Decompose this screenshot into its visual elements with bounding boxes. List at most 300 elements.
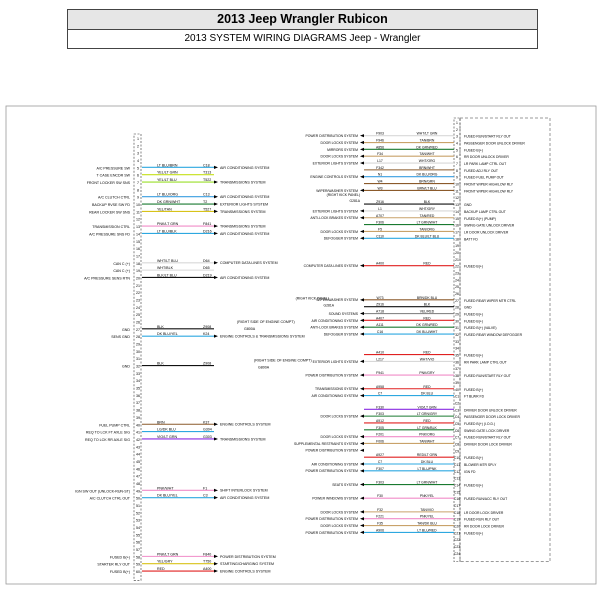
right-pin-number: 9 — [456, 175, 458, 180]
right-circuit-id: F34 — [377, 152, 383, 157]
left-destination: ENGINE CONTROLS & TRANSMISSIONS SYSTEM — [220, 334, 305, 339]
right-source: AIR CONDITIONING SYSTEM — [311, 462, 358, 467]
right-pin-label: FUSED RUN RLY OUT — [464, 517, 500, 522]
right-source: AIR CONDITIONING SYSTEM — [311, 394, 358, 398]
right-source: POWER DISTRIBUTION SYSTEM — [305, 134, 358, 139]
left-pin-label: GND — [122, 327, 130, 332]
wire-arrow — [360, 155, 364, 158]
right-wire-color: TAN/DK BLU — [417, 521, 437, 526]
left-pin-number: 57 — [136, 548, 140, 553]
left-pin-label: A/C PRESSURE SENS RTN — [84, 276, 130, 281]
right-source: ANTI-LOCK BRAKES SYSTEM — [310, 325, 358, 330]
left-circuit-id: Z908 — [203, 361, 212, 366]
right-pin-label: LR DOOR UNLOCK DRIVER — [464, 230, 509, 235]
left-pin-number: 20 — [136, 276, 140, 281]
right-pin-label: DRIVER DOOR UNLOCK DRIVER — [464, 408, 517, 413]
left-pin-number: 44 — [136, 452, 140, 457]
left-pin-number: 7 — [137, 181, 139, 186]
right-pin-number: 28 — [455, 305, 459, 310]
left-pin-label: FUEL PUMP CTRL — [99, 423, 130, 428]
left-destination: TRANSMISSIONS SYSTEM — [220, 224, 266, 229]
ground-id: G800A — [244, 326, 256, 331]
left-pin-number: 13 — [136, 225, 140, 230]
left-pin-label: CAN C (+) — [113, 261, 130, 266]
right-source: POWER WINDOWS SYSTEM — [312, 496, 358, 501]
right-wire-color: DK BLU — [420, 391, 434, 396]
right-pin-label: FUSED ADJ RLY OUT — [464, 168, 498, 173]
right-circuit-id: W4 — [377, 179, 383, 184]
left-wire-color: YEL/LT GRN — [157, 170, 178, 175]
right-pin-label: FUSED B(+) (PUMP) — [464, 216, 496, 221]
right-circuit-id: F32 — [377, 507, 383, 512]
wire-arrow — [360, 237, 364, 240]
right-pin-number: C5 — [454, 421, 460, 426]
left-pin-number: 2 — [137, 144, 139, 149]
left-wire-color: PNK/WHT — [157, 486, 174, 491]
wire-arrow — [214, 555, 218, 558]
right-source: SEATS SYSTEM — [332, 482, 358, 487]
right-circuit-id: A407 — [376, 316, 384, 321]
right-circuit-id: L1 — [378, 206, 382, 211]
right-source: POWER DISTRIBUTION SYSTEM — [305, 448, 358, 453]
left-pin-number: 1 — [137, 137, 139, 141]
left-pin-number: 59 — [136, 562, 140, 567]
right-circuit-id: F307 — [376, 466, 384, 471]
left-wire-color: DK BLU/YEL — [157, 493, 178, 498]
left-pin-number: 27 — [136, 327, 140, 332]
left-pin-number: 32 — [136, 364, 140, 369]
left-destination: STARTING/CHARGING SYSTEM — [220, 562, 274, 567]
left-wire-color: LT BLU/BLK — [157, 229, 177, 234]
right-pin-label: GND — [464, 305, 472, 310]
left-pin-number: 60 — [136, 570, 140, 575]
wire-arrow — [360, 531, 364, 534]
wire-arrow — [214, 335, 218, 338]
right-pin-label: FUSED RUN/ACC RLY OUT — [464, 497, 508, 502]
left-destination: AIR CONDITIONING SYSTEM — [220, 496, 270, 501]
right-source: DOOR LOCKS SYSTEM — [320, 523, 358, 528]
left-pin-label: IGN SW OUT (UNLOCK-RUN-ST) — [75, 489, 130, 494]
right-source: WIPER/WASHER SYSTEM — [316, 298, 358, 303]
left-wire-color: YEL/GRY — [157, 559, 173, 564]
right-pin-number: C9 — [454, 449, 460, 454]
left-pin-number: 35 — [136, 386, 140, 391]
right-pin-number: 26 — [455, 292, 459, 296]
right-wire-color: PNK/YEL — [419, 514, 435, 519]
right-pin-number: 23 — [455, 271, 459, 276]
left-pin-number: 54 — [136, 526, 140, 531]
right-source: SUPPLEMENTAL RESTRAINTS SYSTEM — [293, 441, 358, 446]
right-wire-color: DK BLU/ORG — [416, 172, 438, 177]
right-pin-number: C18 — [453, 510, 461, 515]
wire-arrow — [214, 276, 218, 279]
right-wire-color: DK BLU — [420, 460, 434, 464]
right-pin-label: DRIVER DOOR LOCK DRIVER — [464, 442, 512, 447]
right-circuit-id: A410 — [376, 350, 384, 355]
wire-arrow — [360, 394, 364, 397]
right-wire-color: LT GRN/WHT — [416, 480, 438, 485]
left-wire-color: BLK — [157, 361, 164, 366]
left-pin-number: 26 — [136, 320, 140, 325]
right-pin-number: C6 — [454, 428, 460, 433]
right-source: TRANSMISSIONS SYSTEM — [315, 387, 358, 392]
right-pin-label: FUSED REAR WINDOW DEFOGGER — [464, 333, 523, 338]
right-pin-label: FUSED B(+) — [464, 387, 483, 392]
right-pin-number: C8 — [454, 442, 460, 447]
right-circuit-id: F303 — [376, 480, 384, 485]
left-pin-label: REAR LOCKER SW SNS — [89, 210, 130, 215]
right-wire-color: PNK/YEL — [419, 494, 435, 499]
right-pin-number: C1 — [454, 394, 460, 399]
left-pin-number: 43 — [136, 445, 140, 450]
left-pin-number: 8 — [137, 188, 139, 193]
right-pin-label: FUSED B(+) (I.O.D.) — [464, 421, 495, 426]
right-pin-label: FUSED RUN/START RLY OUT — [464, 134, 511, 139]
left-wire-color: LT BLU/ORG — [157, 192, 179, 197]
left-pin-label: STARTER RLY OUT — [97, 562, 130, 567]
right-wire-color: RED — [423, 316, 431, 321]
page-title: 2013 Jeep Wrangler Rubicon — [68, 10, 537, 30]
wire-arrow — [360, 209, 364, 212]
right-circuit-id: F35 — [377, 521, 383, 526]
right-pin-number: 38 — [455, 374, 459, 379]
left-pin-number: 31 — [136, 357, 140, 362]
right-source: EXTERIOR LIGHTS SYSTEM — [312, 359, 358, 364]
right-pin-number: C17 — [453, 504, 461, 509]
right-pin-number: 40 — [455, 387, 459, 392]
right-circuit-id: A927 — [376, 453, 384, 458]
left-wire-color: BLK/LT BLU — [157, 273, 177, 278]
right-pin-number: 24 — [455, 278, 459, 283]
right-pin-number: 18 — [455, 237, 459, 242]
right-wire-color: TAN/RED — [419, 213, 435, 218]
right-pin-number: 33 — [455, 339, 459, 344]
right-wire-color: RED — [423, 261, 431, 266]
left-wire-color: RED — [157, 567, 165, 572]
right-pin-number: 2 — [456, 127, 458, 132]
right-pin-label: FUSED B(+) — [464, 531, 483, 536]
right-wire-color: BRN/DK BLU — [416, 295, 438, 300]
right-pin-label: RR DOOR UNLOCK DRIVER — [464, 155, 509, 160]
left-pin-number: 51 — [136, 504, 140, 508]
left-pin-number: 39 — [136, 415, 140, 420]
right-circuit-id: F342 — [376, 165, 384, 170]
right-circuit-id: F941 — [376, 371, 384, 376]
wire-arrow — [360, 462, 364, 465]
left-pin-number: 45 — [136, 459, 140, 464]
wire-arrow — [214, 496, 218, 499]
right-circuit-id: F221 — [376, 514, 384, 519]
right-circuit-id: Z916 — [376, 302, 384, 307]
right-pin-label: BATT FD — [464, 237, 478, 242]
right-source: DOOR LOCKS SYSTEM — [320, 435, 358, 440]
left-circuit-id: T313 — [203, 170, 212, 175]
right-pin-label: SWING GATE UNLOCK DRIVER — [464, 223, 515, 228]
right-circuit-id: A906 — [376, 528, 384, 533]
left-pin-label: REQ TO LCK FT AXLE SIG — [85, 430, 130, 435]
right-pin-number: C10 — [453, 456, 461, 461]
left-pin-number: 48 — [136, 481, 140, 486]
left-pin-number: 6 — [137, 173, 139, 178]
right-pin-number: 14 — [455, 209, 459, 214]
right-wire-color: LT BLU/RED — [417, 528, 437, 533]
right-wire-color: VEL/RED — [419, 309, 435, 314]
wire-arrow — [360, 148, 364, 151]
right-pin-number: C4 — [454, 415, 460, 420]
left-wire-color: LT BLU/BRN — [157, 163, 178, 168]
left-pin-number: 5 — [137, 166, 139, 171]
right-pin-label: FUSED B(+) — [464, 456, 483, 461]
left-pin-number: 24 — [136, 305, 140, 310]
left-destination: ENGINE CONTROLS SYSTEM — [220, 569, 271, 574]
right-source: DOOR LOCKS SYSTEM — [320, 414, 358, 419]
right-circuit-id: C7 — [377, 391, 383, 396]
left-pin-number: 55 — [136, 533, 140, 538]
right-source: EXTERIOR LIGHTS SYSTEM — [312, 161, 358, 166]
right-source: DOOR LOCKS SYSTEM — [320, 229, 358, 234]
ground-note: (RIGHT KICK PANEL) — [295, 296, 329, 301]
right-pin-label: RR PARK LAMP CTRL OUT — [464, 360, 507, 365]
left-circuit-id: Z908 — [203, 324, 212, 329]
right-wire-color: BLK — [423, 200, 431, 205]
left-wire-color: PNK/LT GRN — [157, 222, 179, 227]
right-wire-color: TAN/WHT — [419, 439, 435, 444]
left-wire-color: BRN — [157, 420, 165, 425]
left-pin-number: 37 — [136, 401, 140, 406]
right-pin-number: 12 — [455, 196, 459, 201]
right-circuit-id: F305 — [376, 425, 384, 430]
right-source: POWER DISTRIBUTION SYSTEM — [305, 373, 358, 378]
left-pin-number: 17 — [136, 254, 140, 259]
left-pin-number: 23 — [136, 298, 140, 303]
right-pin-number: C15 — [453, 490, 461, 495]
left-circuit-id: C3 — [203, 493, 208, 498]
right-wire-color: WHT/ORG — [418, 159, 436, 164]
wire-arrow — [360, 298, 364, 301]
right-wire-color: RED — [423, 418, 431, 423]
right-circuit-id: N1 — [377, 172, 383, 177]
right-wire-color: RED — [423, 384, 431, 389]
wire-arrow — [360, 387, 364, 390]
right-wire-color: DK BLU/LT BLU — [414, 234, 440, 239]
right-wire-color: PNK/ORG — [419, 432, 435, 437]
right-circuit-id: W73 — [376, 295, 384, 300]
wire-arrow — [360, 189, 364, 192]
wire-arrow — [360, 497, 364, 500]
right-pin-number: 7 — [456, 162, 458, 167]
right-source: COMPUTER DATA LINES SYSTEM — [303, 264, 358, 269]
right-source: POWER DISTRIBUTION SYSTEM — [305, 530, 358, 535]
wiring-diagram — [4, 102, 598, 586]
right-circuit-id: A707 — [376, 213, 384, 218]
right-circuit-id: A912 — [376, 418, 384, 423]
right-circuit-id: F946 — [376, 138, 384, 143]
left-pin-number: 56 — [136, 540, 140, 545]
right-pin-label: FUSED B(+) — [464, 264, 483, 269]
right-circuit-id: A111 — [376, 323, 384, 328]
left-circuit-id: T522 — [203, 178, 212, 183]
wire-arrow — [360, 469, 364, 472]
wire-arrow — [214, 224, 218, 227]
right-pin-label: FUSED RUN/START RLY OUT — [464, 435, 511, 440]
right-pin-number: 17 — [455, 230, 459, 235]
left-pin-number: 4 — [137, 159, 139, 164]
left-destination: EXTERIOR LIGHTS SYSTEM — [220, 202, 269, 207]
left-destination: TRANSMISSIONS SYSTEM — [220, 209, 266, 214]
right-pin-number: 11 — [455, 189, 459, 194]
page-header — [67, 9, 538, 49]
right-pin-label: LR DOOR LOCK DRIVER — [464, 510, 504, 515]
wire-arrow — [360, 449, 364, 452]
right-circuit-id: F330 — [376, 405, 384, 410]
left-pin-number: 50 — [136, 496, 140, 501]
wire-arrow — [214, 489, 218, 492]
right-pin-label: FUSED B(+) (VALVE) — [464, 326, 497, 331]
left-wire-color: WHT/LT BLU — [157, 258, 179, 263]
left-pin-number: 38 — [136, 408, 140, 413]
ground-id: G281A — [349, 199, 360, 204]
right-wire-color: LT GRN/WHT — [416, 220, 438, 225]
right-pin-label: PASSENGER DOOR UNLOCK DRIVER — [464, 141, 525, 146]
right-pin-number: 27 — [455, 298, 459, 303]
right-pin-number: 34 — [455, 346, 459, 351]
right-circuit-id: F903 — [376, 131, 384, 136]
right-pin-label: IGN FD — [464, 469, 476, 474]
left-pin-number: 29 — [136, 342, 140, 347]
left-circuit-id: D216 — [203, 229, 212, 234]
right-wire-color: DK BLU/WHT — [416, 330, 438, 335]
right-pin-number: 1 — [456, 121, 458, 125]
left-wire-color: DK BLU/YEL — [157, 332, 178, 337]
right-pin-label: FUSED RUN/START RLY OUT — [464, 374, 511, 379]
right-pin-number: 39 — [455, 380, 459, 385]
left-circuit-id: A400 — [203, 567, 212, 572]
right-pin-number: 36 — [455, 360, 459, 365]
ground-note: (RIGHT SIDE OF ENGINE COMPT) — [237, 319, 295, 324]
left-pin-label: CAN C (+) — [113, 269, 130, 274]
right-pin-number: 8 — [456, 168, 458, 173]
left-destination: TRANSMISSIONS SYSTEM — [220, 180, 266, 185]
right-pin-number: C12 — [453, 469, 461, 474]
right-pin-number: C22 — [453, 538, 461, 543]
right-wire-color: TAN/WHT — [419, 152, 435, 157]
left-circuit-id: K24 — [203, 332, 210, 337]
left-circuit-id: G304 — [203, 427, 212, 432]
left-pin-number: 52 — [136, 511, 140, 516]
right-source: ANTI-LOCK BRAKES SYSTEM — [310, 216, 358, 221]
right-wire-color: RED — [423, 350, 431, 355]
wire-arrow — [360, 435, 364, 438]
right-pin-number: 5 — [456, 148, 458, 153]
wire-arrow — [360, 141, 364, 144]
right-wire-color: DK GRN/RED — [416, 323, 438, 328]
right-pin-label: FUSED FUEL PUMP OUT — [464, 175, 504, 180]
ground-note: (RIGHT KICK PANEL) — [326, 193, 360, 198]
left-pin-number: 46 — [136, 467, 140, 472]
left-pin-number: 12 — [136, 217, 140, 222]
left-pin-number: 40 — [136, 423, 140, 428]
left-pin-number: 10 — [136, 203, 140, 208]
wire-arrow — [360, 161, 364, 164]
left-pin-label: FUSED B(+) — [109, 570, 130, 575]
right-pin-number: 16 — [455, 223, 459, 228]
right-circuit-id: C7 — [377, 460, 383, 464]
wire-arrow — [360, 312, 364, 315]
wire-arrow — [214, 166, 218, 169]
right-source: MIRRORS SYSTEM — [327, 147, 358, 152]
left-pin-number: 11 — [136, 210, 140, 215]
left-wire-color: YEL/LT BLU — [157, 178, 177, 183]
wire-arrow — [214, 437, 218, 440]
left-destination: TRANSMISSIONS SYSTEM — [220, 437, 266, 442]
left-circuit-id: C13 — [203, 192, 210, 197]
left-pin-number: 30 — [136, 349, 140, 354]
left-circuit-id: C18 — [203, 163, 210, 168]
right-source: SOUND SYSTEMS — [328, 311, 358, 316]
right-source: AIR CONDITIONING SYSTEM — [311, 318, 358, 323]
left-pin-number: 49 — [136, 489, 140, 494]
wire-arrow — [360, 175, 364, 178]
right-pin-number: C11 — [454, 463, 460, 467]
left-pin-number: 3 — [137, 151, 139, 156]
wire-arrow — [214, 202, 218, 205]
right-pin-number: 19 — [455, 244, 459, 249]
left-pin-number: 21 — [136, 283, 140, 288]
left-pin-number: 47 — [136, 474, 140, 479]
wire-arrow — [360, 415, 364, 418]
right-pin-label: LR PARK LAMP CTRL OUT — [464, 162, 507, 167]
right-pin-number: 20 — [455, 250, 459, 255]
left-destination: AIR CONDITIONING SYSTEM — [220, 275, 270, 280]
wire-arrow — [360, 517, 364, 520]
right-pin-number: C24 — [453, 551, 461, 556]
ground-id: G281A — [323, 303, 334, 308]
left-circuit-id: T2 — [203, 200, 208, 205]
right-wire-color: WHT/GRY — [419, 206, 435, 211]
right-pin-label: BACKUP LAMP CTRL OUT — [464, 209, 506, 214]
wire-arrow — [214, 232, 218, 235]
right-pin-label: FT BLWR FD — [464, 394, 485, 399]
left-circuit-id: K37 — [203, 420, 210, 425]
right-pin-label: FUSED B(+) — [464, 319, 483, 324]
left-wire-color: VIO/LT GRN — [157, 434, 178, 439]
right-wire-color: BRN/LT BLU — [417, 186, 437, 191]
right-pin-number: 22 — [455, 264, 459, 269]
right-pin-label: FUSED B(+) — [464, 483, 483, 488]
right-circuit-id: W3 — [377, 186, 383, 191]
right-wire-color: LT GRN/GRY — [416, 412, 438, 417]
right-pin-label: FUSED B(+) — [464, 353, 483, 358]
left-pin-label: TRANSMISSION CTRL — [92, 225, 130, 230]
wiring-diagram-canvas — [4, 102, 598, 586]
wire-arrow — [214, 261, 218, 264]
left-pin-number: 53 — [136, 518, 140, 523]
frame — [6, 106, 596, 584]
left-pin-number: 16 — [136, 247, 140, 252]
right-pin-number: 29 — [455, 312, 459, 317]
right-pin-label: SWING GATE LOCK DRIVER — [464, 428, 510, 433]
right-wire-color: WHT/LT GRN — [416, 131, 438, 136]
right-circuit-id: L217 — [376, 357, 384, 362]
right-pin-number: C20 — [453, 524, 461, 529]
wire-arrow — [214, 562, 218, 565]
left-circuit-id: F1 — [203, 486, 208, 491]
right-pin-number: 35 — [455, 353, 459, 358]
right-source: DEFOGGER SYSTEM — [323, 236, 358, 241]
wire-arrow — [214, 210, 218, 213]
left-circuit-id: G303 — [203, 434, 212, 439]
right-wire-color: RED/LT GRN — [416, 453, 438, 458]
